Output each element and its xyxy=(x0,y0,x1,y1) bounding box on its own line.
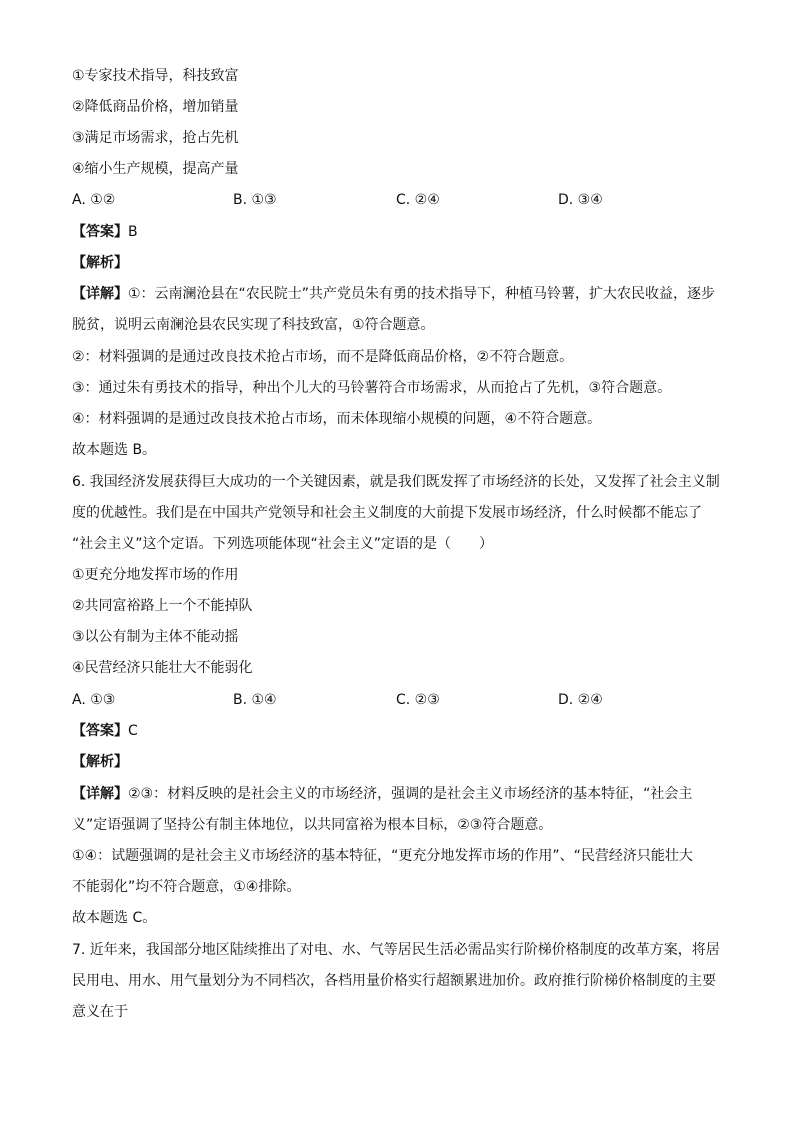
q6-stem-1: 6. 我国经济发展获得巨大成功的一个关键因素，就是我们既发挥了市场经济的长处，又发挥了社会主义制 xyxy=(72,474,720,490)
q5-statement-1: ①专家技术指导，科技致富 xyxy=(72,68,239,84)
q6-option-a: A. ①③ xyxy=(72,692,116,708)
q6-analysis-label: 【解析】 xyxy=(72,754,128,770)
q6-detail-1a-text: ②③：材料反映的是社会主义的市场经济，强调的是社会主义市场经济的基本特征，“社会主 xyxy=(128,786,693,802)
q6-option-b: B. ①④ xyxy=(233,692,277,708)
q6-conclusion: 故本题选 C。 xyxy=(72,910,157,926)
q6-detail-1a xyxy=(72,784,692,804)
q6-answer-label: 【答案】 xyxy=(72,723,128,739)
q5-detail-2: ②：材料强调的是通过改良技术抢占市场，而不是降低商品价格，②不符合题意。 xyxy=(72,349,574,365)
q6-detail-2b: 不能弱化”均不符合题意，①④排除。 xyxy=(72,879,301,895)
q5-detail-4: ④：材料强调的是通过改良技术抢占市场，而未体现缩小规模的问题，④不符合题意。 xyxy=(72,411,602,427)
q6-answer xyxy=(72,721,138,741)
q6-detail-1b: 义”定语强调了坚持公有制主体地位，以共同富裕为根本目标，②③符合题意。 xyxy=(72,817,553,833)
q5-detail-1b: 脱贫，说明云南澜沧县农民实现了科技致富，①符合题意。 xyxy=(72,317,435,333)
q6-stem-3: “社会主义”这个定语。下列选项能体现“社会主义”定语的是（ ） xyxy=(72,536,494,552)
q6-statement-2: ②共同富裕路上一个不能掉队 xyxy=(72,598,253,614)
q5-detail-1a-text: ①：云南澜沧县在“农民院士”共产党员朱有勇的技术指导下，种植马铃薯，扩大农民收益，逐步 xyxy=(128,286,716,302)
q5-answer-label: 【答案】 xyxy=(72,224,128,240)
q5-statement-3: ③满足市场需求，抢占先机 xyxy=(72,130,239,146)
q5-detail-label: 【详解】 xyxy=(72,286,128,302)
q6-option-d: D. ②④ xyxy=(558,692,603,708)
q6-answer-value: C xyxy=(128,723,138,739)
q6-stem-2: 度的优越性。我们是在中国共产党领导和社会主义制度的大前提下发展市场经济，什么时候都不能忘了 xyxy=(72,505,702,521)
q6-statement-1: ①更充分地发挥市场的作用 xyxy=(72,567,239,583)
q7-stem-3: 意义在于 xyxy=(72,1004,128,1020)
q5-option-a: A. ①② xyxy=(72,192,116,208)
q5-option-d: D. ③④ xyxy=(558,192,603,208)
q7-stem-1: 7. 近年来，我国部分地区陆续推出了对电、水、气等居民生活必需品实行阶梯价格制度的改革方案，将居 xyxy=(72,942,720,958)
q5-statement-4: ④缩小生产规模，提高产量 xyxy=(72,161,239,177)
q6-statement-3: ③以公有制为主体不能动摇 xyxy=(72,629,239,645)
q7-stem-2: 民用电、用水、用气量划分为不同档次，各档用量价格实行超额累进加价。政府推行阶梯价格制度的主要 xyxy=(72,973,716,989)
q6-detail-2a: ①④：试题强调的是社会主义市场经济的基本特征，“更充分地发挥市场的作用”、“民营经济只能壮大 xyxy=(72,848,693,864)
q6-detail-label: 【详解】 xyxy=(72,786,128,802)
q5-answer xyxy=(72,222,138,242)
q5-answer-value: B xyxy=(128,224,138,240)
q5-detail-3: ③：通过朱有勇技术的指导，种出个儿大的马铃薯符合市场需求，从而抢占了先机，③符合题意。 xyxy=(72,380,672,396)
q6-statement-4: ④民营经济只能壮大不能弱化 xyxy=(72,660,253,676)
q6-option-c: C. ②③ xyxy=(396,692,440,708)
q5-statement-2: ②降低商品价格，增加销量 xyxy=(72,99,239,115)
q5-option-b: B. ①③ xyxy=(233,192,277,208)
q5-analysis-label: 【解析】 xyxy=(72,255,128,271)
q5-detail-1a xyxy=(72,284,715,304)
q5-conclusion: 故本题选 B。 xyxy=(72,442,157,458)
q5-option-c: C. ②④ xyxy=(396,192,440,208)
